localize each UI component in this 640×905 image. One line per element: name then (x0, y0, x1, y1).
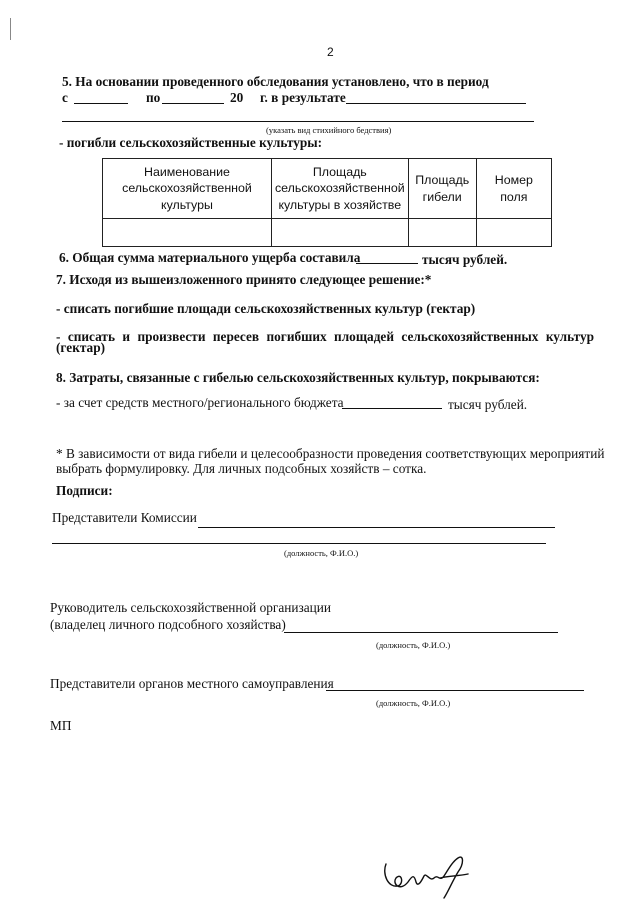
col-crop-name: Наименование сельскохозяйственной культуры (103, 159, 272, 219)
head-label-line1: Руководитель сельскохозяйственной организации (50, 600, 332, 615)
signatures-heading: Подписи: (56, 483, 113, 498)
commission-caption: (должность, Ф.И.О.) (284, 548, 359, 558)
page-number: 2 (327, 45, 334, 59)
budget-label: - за счет средств местного/регионального бюджета (56, 395, 344, 410)
col-loss-area: Площадь гибели (408, 159, 476, 219)
period-to-label: по (146, 90, 161, 105)
year-label: 20 (230, 90, 244, 105)
commission-label: Представители Комиссии (52, 510, 197, 525)
damage-total-field[interactable] (356, 263, 418, 264)
cell-loss-area[interactable] (408, 219, 476, 247)
col-field-number: Номер поля (476, 159, 551, 219)
footnote-line1: * В зависимости от вида гибели и целесообразности проведения соответствующих мероприятий (56, 446, 605, 461)
budget-amount-field[interactable] (342, 408, 442, 409)
table-header-row (103, 159, 552, 219)
commission-signature-field-continued[interactable] (52, 543, 546, 544)
local-gov-label: Представители органов местного самоуправления (50, 676, 334, 691)
footnote-line2: выбрать формулировку. Для личных подсобных хозяйств – сотка. (56, 461, 427, 476)
head-caption: (должность, Ф.И.О.) (376, 640, 451, 650)
cell-crop-name[interactable] (103, 219, 272, 247)
period-to-field[interactable] (162, 103, 224, 104)
damage-total-label: 6. Общая сумма материального ущерба составила (59, 250, 361, 265)
col-crop-area: Площадь сельскохозяйственной культуры в хозяйстве (271, 159, 408, 219)
cell-crop-area[interactable] (271, 219, 408, 247)
decision-option-resow-line1: - списать и произвести пересев погибших площадей сельскохозяйственных культур (56, 329, 594, 344)
local-gov-caption: (должность, Ф.И.О.) (376, 698, 451, 708)
decision-option-writeoff: - списать погибшие площади сельскохозяйственных культур (гектар) (56, 301, 476, 316)
budget-unit: тысяч рублей. (448, 397, 528, 412)
decision-option-resow-line2: (гектар) (56, 340, 106, 355)
result-label: г. в результате (260, 90, 346, 105)
disaster-type-caption: (указать вид стихийного бедствия) (266, 125, 392, 135)
handwritten-signature (378, 852, 478, 902)
crops-heading: - погибли сельскохозяйственные культуры: (59, 135, 323, 150)
cell-field-number[interactable] (476, 219, 551, 247)
stamp-placeholder: МП (50, 718, 72, 733)
local-gov-signature-field[interactable] (326, 690, 584, 691)
head-signature-field[interactable] (284, 632, 558, 633)
section5-line1: 5. На основании проведенного обследования установлено, что в период (62, 74, 489, 89)
head-label-line2: (владелец личного подсобного хозяйства) (50, 617, 286, 632)
commission-signature-field[interactable] (198, 527, 555, 528)
decision-heading: 7. Исходя из вышеизложенного принято следующее решение:* (56, 272, 432, 287)
disaster-type-field-continued[interactable] (62, 121, 534, 122)
damage-total-unit: тысяч рублей. (422, 252, 508, 267)
table-row (103, 219, 552, 247)
disaster-type-field[interactable] (346, 103, 526, 104)
crops-table (102, 158, 552, 247)
costs-heading: 8. Затраты, связанные с гибелью сельскохозяйственных культур, покрываются: (56, 370, 540, 385)
scan-edge-mark (10, 18, 11, 40)
period-from-field[interactable] (74, 103, 128, 104)
period-from-label: с (62, 90, 68, 105)
